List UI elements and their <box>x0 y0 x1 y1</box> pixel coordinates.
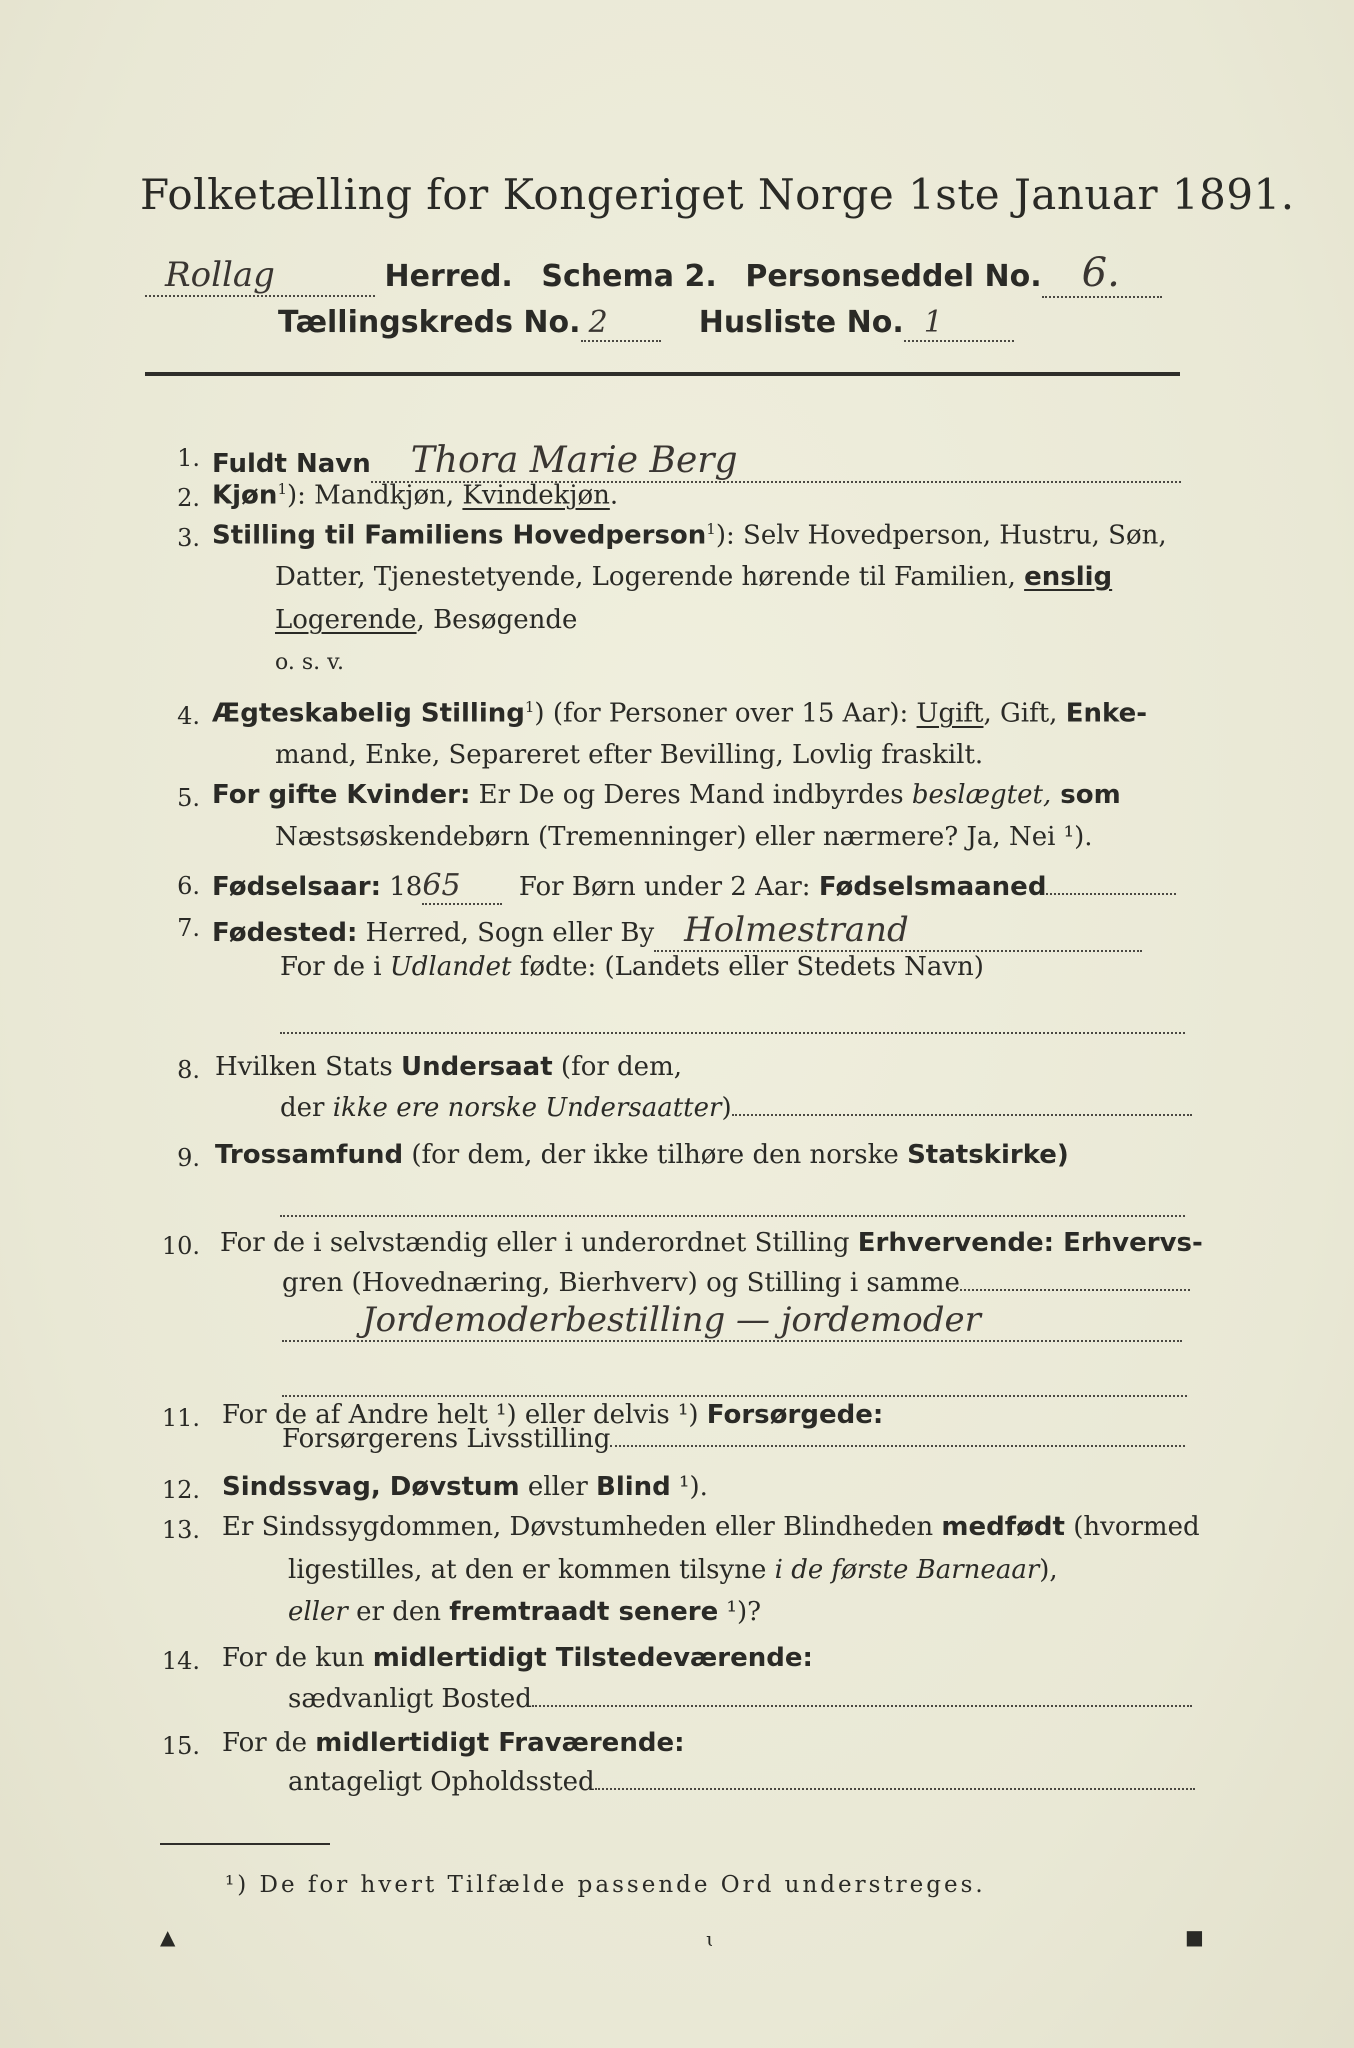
q4-sup: 1 <box>524 698 535 716</box>
q5-line1a: Er De og Deres Mand indbyrdes <box>470 780 912 810</box>
q2-option-kvindekjon: Kvindekjøn <box>462 480 610 511</box>
q3-sup: 1 <box>706 520 716 538</box>
q1-row <box>212 440 1181 483</box>
q9-number: 9. <box>177 1144 200 1172</box>
q7-number: 7. <box>177 914 200 942</box>
page-mark-center: ɩ <box>706 1927 714 1951</box>
q15-text-a: For de <box>222 1728 316 1758</box>
q14-label: midlertidigt Tilstedeværende: <box>372 1643 813 1673</box>
q6-field <box>422 868 502 905</box>
herred-value: Rollag <box>165 255 275 295</box>
q9-text: (for dem, der ikke tilhøre den norske <box>403 1140 908 1170</box>
q4-line1c: , Gift, <box>983 698 1066 729</box>
page-mark-right: ■ <box>1185 1925 1204 1949</box>
q4-row2: mand, Enke, Separeret efter Bevilling, Lovlig fraskilt. <box>275 740 984 770</box>
q8-field <box>732 1114 1192 1116</box>
q11-field <box>610 1445 1185 1447</box>
q15-row1 <box>222 1728 684 1758</box>
q1-number: 1. <box>177 444 200 472</box>
q12-number: 12. <box>161 1476 200 1504</box>
q7-row1 <box>212 910 1142 952</box>
q7-value: Holmestrand <box>684 910 909 950</box>
q10-field-a <box>960 1289 1190 1291</box>
q8-row1 <box>215 1052 682 1082</box>
q10-text-a: For de i selvstændig eller i underordnet Stilling <box>220 1228 858 1258</box>
q11-label: Forsørgede: <box>706 1400 884 1430</box>
herred-line <box>145 250 1162 298</box>
q13-row2 <box>288 1555 1058 1585</box>
q14-row1 <box>222 1643 813 1673</box>
q7-label: Fødested: <box>212 918 358 948</box>
q8-line2a: der <box>280 1093 333 1123</box>
q6-value: 65 <box>422 868 461 903</box>
q4-line1a: ) (for Personer over 15 Aar): <box>534 698 917 729</box>
q10-row2 <box>282 1268 1190 1298</box>
q7-field <box>654 910 1142 952</box>
q3-row1 <box>212 520 1167 551</box>
q7-line2a: For de i <box>280 952 390 982</box>
q10-value: Jordemoderbestilling — jordemoder <box>362 1300 981 1340</box>
q8-row2 <box>280 1093 1192 1123</box>
q15-field <box>595 1788 1195 1790</box>
q3-line3b: , Besøgende <box>416 605 578 635</box>
q1-field <box>371 440 1181 483</box>
footnote-rule <box>160 1843 330 1845</box>
q15-label: midlertidigt Fraværende: <box>315 1728 685 1758</box>
q3-option-logerende: Logerende <box>275 605 417 635</box>
q9-label: Trossamfund <box>215 1140 404 1170</box>
q14-row2 <box>288 1684 1192 1714</box>
q2-text-a: ): Mandkjøn, <box>286 480 463 511</box>
q6-number: 6. <box>177 872 200 900</box>
q4-option-ugift: Ugift <box>916 698 984 729</box>
q2-label: Kjøn <box>212 480 278 511</box>
q15-number: 15. <box>161 1732 200 1760</box>
q4-label: Ægteskabelig Stilling <box>212 698 525 729</box>
q13-line2a: ligestilles, at den er kommen tilsyne <box>288 1555 775 1585</box>
q9-row <box>215 1140 1069 1170</box>
kreds-line <box>278 305 1014 342</box>
q3-row3 <box>275 605 577 635</box>
q13-line3c: fremtraadt senere <box>449 1597 719 1627</box>
q4-line1d: Enke- <box>1065 698 1148 729</box>
q14-line2: sædvanligt Bosted <box>288 1684 532 1714</box>
q15-row2 <box>288 1767 1195 1797</box>
q10-extra-line <box>282 1395 1187 1397</box>
q3-line2a: Datter, Tjenestetyende, Logerende hørende til Familien, <box>275 562 1025 592</box>
q14-field <box>532 1705 1192 1707</box>
q10-label: Erhvervende: Erhvervs- <box>857 1228 1203 1258</box>
q8-line2c: ) <box>721 1093 732 1123</box>
q5-line1c: som <box>1051 780 1121 810</box>
husliste-value: 1 <box>923 305 943 340</box>
q13-row1 <box>222 1512 1200 1542</box>
q9-label2: Statskirke) <box>907 1140 1069 1170</box>
page-mark-left: ▲ <box>160 1925 176 1949</box>
q11-line2: Forsørgerens Livsstilling <box>282 1424 611 1454</box>
q13-row3 <box>288 1597 761 1627</box>
q7-row2 <box>280 952 984 982</box>
q14-number: 14. <box>161 1647 200 1675</box>
q10-number: 10. <box>161 1232 200 1260</box>
q2-text-c: . <box>609 480 619 511</box>
q10-line2: gren (Hovednæring, Bierhverv) og Stilling i samme <box>282 1268 960 1298</box>
q12-text: eller <box>519 1472 597 1502</box>
q7-text: Herred, Sogn eller By <box>357 918 655 948</box>
q4-number: 4. <box>177 702 200 730</box>
q12-tail: ¹). <box>670 1472 708 1502</box>
q13-line2b: i de første Barneaar <box>774 1555 1040 1585</box>
q8-text-a: Hvilken Stats <box>215 1052 401 1082</box>
kreds-field <box>581 305 661 342</box>
q2-sup: 1 <box>277 480 287 498</box>
q9-line <box>280 1215 1185 1217</box>
header-rule <box>145 372 1180 376</box>
q7-line2b: Udlandet <box>389 952 512 982</box>
husliste-label: Husliste No. <box>698 305 904 340</box>
q6-month-field <box>1046 893 1176 895</box>
q11-row2 <box>282 1424 1185 1454</box>
husliste-field <box>904 305 1014 342</box>
q5-row2: Næstsøskendebørn (Tremenninger) eller nærmere? Ja, Nei ¹). <box>275 822 1093 852</box>
q13-line3b: er den <box>347 1597 450 1627</box>
q13-line3d: ¹)? <box>718 1597 762 1627</box>
q10-field-b <box>282 1300 1182 1342</box>
q14-text-a: For de kun <box>222 1643 373 1673</box>
q6-text: For Børn under 2 Aar: <box>518 872 819 902</box>
q8-text-b: (for dem, <box>552 1052 682 1082</box>
q5-label: For gifte Kvinder: <box>212 780 471 810</box>
schema-label: Schema 2. <box>541 259 717 294</box>
q8-number: 8. <box>177 1056 200 1084</box>
q10-row3 <box>282 1300 1182 1342</box>
herred-label: Herred. <box>384 259 513 294</box>
q6-label: Fødselsaar: <box>212 872 381 902</box>
q13-text-a: Er Sindssygdommen, Døvstumheden eller Blindheden <box>222 1512 942 1542</box>
q8-line2b: ikke ere norske Undersaatter <box>332 1093 722 1123</box>
q6-row <box>212 868 1176 905</box>
personseddel-value: 6. <box>1081 250 1120 296</box>
kreds-value: 2 <box>588 305 608 340</box>
q13-label: medfødt <box>941 1512 1065 1542</box>
q11-number: 11. <box>161 1404 200 1432</box>
q8-label: Undersaat <box>400 1052 553 1082</box>
q13-line2c: ), <box>1039 1555 1058 1585</box>
q12-label2: Blind <box>596 1472 671 1502</box>
q13-line3a: eller <box>288 1597 348 1627</box>
q5-line1b: beslægtet, <box>911 780 1052 810</box>
q5-number: 5. <box>177 784 200 812</box>
q6-label2: Fødselsmaaned <box>818 872 1047 902</box>
q12-label: Sindssvag, Døvstum <box>222 1472 520 1502</box>
q13-text-b: (hvormed <box>1064 1512 1200 1542</box>
q4-row1 <box>212 698 1147 729</box>
q10-row1 <box>220 1228 1203 1258</box>
q3-label: Stilling til Familiens Hovedperson <box>212 520 707 551</box>
q3-option-enslig: enslig <box>1024 562 1113 592</box>
q3-row4: o. s. v. <box>275 650 344 675</box>
form-title: Folketælling for Kongeriget Norge 1ste Januar 1891. <box>140 170 1295 219</box>
q3-line1: ): Selv Hovedperson, Hustru, Søn, <box>715 520 1167 551</box>
q3-row2 <box>275 562 1112 592</box>
q3-number: 3. <box>177 524 200 552</box>
q1-value: Thora Marie Berg <box>410 440 738 481</box>
q2-row <box>212 480 618 511</box>
q5-row1 <box>212 780 1121 810</box>
personseddel-label: Personseddel No. <box>745 259 1042 294</box>
herred-field <box>145 255 375 297</box>
q1-label: Fuldt Navn <box>212 449 371 479</box>
q7-line2c: fødte: (Landets eller Stedets Navn) <box>511 952 984 982</box>
footnote-text: ¹) De for hvert Tilfælde passende Ord understreges. <box>225 1872 986 1898</box>
q15-line2: antageligt Opholdssted <box>288 1767 595 1797</box>
q7-extra-line <box>280 1032 1185 1034</box>
q11-text-a: For de af Andre helt ¹) eller delvis ¹) <box>222 1400 707 1430</box>
personseddel-field <box>1042 250 1162 298</box>
q2-number: 2. <box>177 484 200 512</box>
kreds-label: Tællingskreds No. <box>278 305 581 340</box>
q13-number: 13. <box>161 1516 200 1544</box>
q6-prefix: 18 <box>381 872 423 902</box>
q12-row <box>222 1472 708 1502</box>
